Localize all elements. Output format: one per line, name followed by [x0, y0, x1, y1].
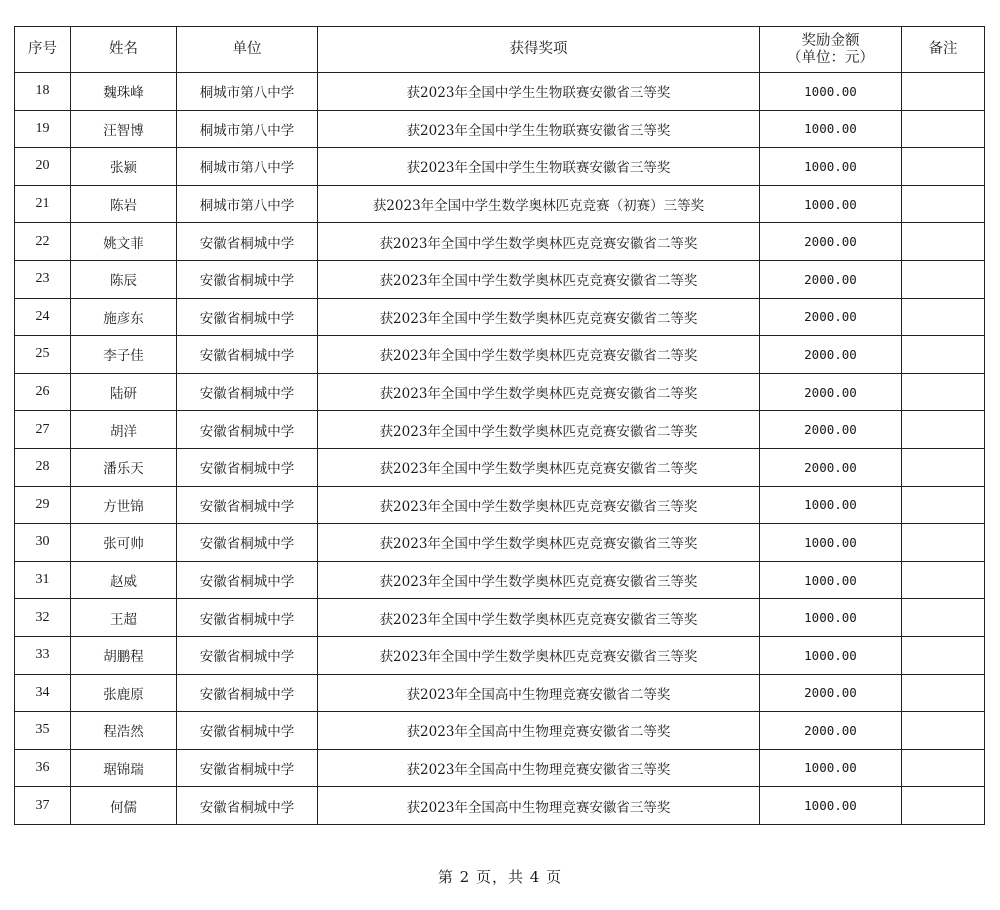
table-row	[15, 411, 985, 449]
cell-name: 魏珠峰	[71, 73, 177, 111]
cell-index: 29	[15, 486, 71, 524]
header-amount-line2: （单位：元）	[787, 49, 874, 66]
cell-name: 陆研	[71, 373, 177, 411]
cell-index: 32	[15, 599, 71, 637]
cell-name: 张可帅	[71, 524, 177, 562]
cell-name: 陈岩	[71, 185, 177, 223]
cell-amount: 2000.00	[760, 411, 902, 449]
cell-index: 22	[15, 223, 71, 261]
award-table	[14, 26, 985, 825]
cell-amount: 1000.00	[760, 599, 902, 637]
cell-award: 获2023年全国中学生数学奥林匹克竞赛安徽省二等奖	[318, 448, 760, 486]
table-row	[15, 298, 985, 336]
cell-amount: 2000.00	[760, 712, 902, 750]
cell-amount: 1000.00	[760, 524, 902, 562]
cell-remark	[902, 561, 985, 599]
table-row	[15, 73, 985, 111]
header-name: 姓名	[71, 27, 177, 73]
cell-index: 21	[15, 185, 71, 223]
cell-name: 赵威	[71, 561, 177, 599]
cell-index: 19	[15, 110, 71, 148]
cell-amount: 2000.00	[760, 223, 902, 261]
table-row	[15, 148, 985, 186]
cell-unit: 安徽省桐城中学	[177, 486, 318, 524]
header-amount	[760, 27, 902, 73]
cell-index: 37	[15, 787, 71, 825]
table-row	[15, 260, 985, 298]
cell-award: 获2023年全国中学生数学奥林匹克竞赛安徽省二等奖	[318, 336, 760, 374]
cell-index: 36	[15, 749, 71, 787]
table-row	[15, 787, 985, 825]
cell-name: 李子佳	[71, 336, 177, 374]
table-row	[15, 223, 985, 261]
table-row	[15, 185, 985, 223]
cell-unit: 安徽省桐城中学	[177, 636, 318, 674]
cell-unit: 桐城市第八中学	[177, 185, 318, 223]
cell-amount: 2000.00	[760, 373, 902, 411]
cell-remark	[902, 298, 985, 336]
cell-index: 25	[15, 336, 71, 374]
cell-amount: 2000.00	[760, 674, 902, 712]
table-row	[15, 448, 985, 486]
cell-award: 获2023年全国中学生数学奥林匹克竞赛安徽省二等奖	[318, 223, 760, 261]
cell-unit: 安徽省桐城中学	[177, 749, 318, 787]
cell-index: 30	[15, 524, 71, 562]
cell-amount: 1000.00	[760, 148, 902, 186]
cell-name: 施彦东	[71, 298, 177, 336]
table-row	[15, 110, 985, 148]
header-index: 序号	[15, 27, 71, 73]
table-row	[15, 674, 985, 712]
cell-name: 方世锦	[71, 486, 177, 524]
cell-index: 26	[15, 373, 71, 411]
cell-amount: 1000.00	[760, 561, 902, 599]
cell-index: 24	[15, 298, 71, 336]
cell-award: 获2023年全国中学生数学奥林匹克竞赛安徽省三等奖	[318, 524, 760, 562]
cell-amount: 2000.00	[760, 260, 902, 298]
cell-name: 潘乐天	[71, 448, 177, 486]
table-body	[15, 73, 985, 825]
header-remark: 备注	[902, 27, 985, 73]
page-number: 第 2 页，共 4 页	[437, 868, 563, 886]
cell-amount: 2000.00	[760, 448, 902, 486]
cell-name: 程浩然	[71, 712, 177, 750]
cell-unit: 安徽省桐城中学	[177, 373, 318, 411]
cell-remark	[902, 787, 985, 825]
cell-remark	[902, 448, 985, 486]
cell-unit: 桐城市第八中学	[177, 110, 318, 148]
cell-amount: 1000.00	[760, 73, 902, 111]
header-award: 获得奖项	[318, 27, 760, 73]
cell-award: 获2023年全国中学生数学奥林匹克竞赛安徽省二等奖	[318, 411, 760, 449]
cell-index: 18	[15, 73, 71, 111]
table-row	[15, 712, 985, 750]
cell-amount: 1000.00	[760, 486, 902, 524]
table-row	[15, 336, 985, 374]
header-unit: 单位	[177, 27, 318, 73]
cell-remark	[902, 636, 985, 674]
cell-unit: 安徽省桐城中学	[177, 599, 318, 637]
cell-award: 获2023年全国高中生物理竞赛安徽省三等奖	[318, 787, 760, 825]
cell-name: 琚锦瑞	[71, 749, 177, 787]
table-row	[15, 486, 985, 524]
cell-index: 23	[15, 260, 71, 298]
award-table-sheet	[14, 26, 984, 825]
cell-award: 获2023年全国中学生数学奥林匹克竞赛安徽省三等奖	[318, 561, 760, 599]
cell-remark	[902, 674, 985, 712]
cell-unit: 安徽省桐城中学	[177, 561, 318, 599]
cell-unit: 安徽省桐城中学	[177, 298, 318, 336]
cell-remark	[902, 486, 985, 524]
cell-remark	[902, 260, 985, 298]
cell-amount: 1000.00	[760, 636, 902, 674]
cell-unit: 安徽省桐城中学	[177, 411, 318, 449]
cell-award: 获2023年全国中学生生物联赛安徽省三等奖	[318, 110, 760, 148]
cell-award: 获2023年全国中学生数学奥林匹克竞赛安徽省二等奖	[318, 298, 760, 336]
cell-remark	[902, 599, 985, 637]
cell-award: 获2023年全国中学生数学奥林匹克竞赛安徽省三等奖	[318, 486, 760, 524]
cell-award: 获2023年全国高中生物理竞赛安徽省二等奖	[318, 712, 760, 750]
cell-index: 20	[15, 148, 71, 186]
cell-remark	[902, 524, 985, 562]
cell-remark	[902, 110, 985, 148]
cell-unit: 安徽省桐城中学	[177, 674, 318, 712]
cell-remark	[902, 336, 985, 374]
table-row	[15, 749, 985, 787]
cell-remark	[902, 73, 985, 111]
table-row	[15, 561, 985, 599]
cell-name: 姚文菲	[71, 223, 177, 261]
cell-index: 33	[15, 636, 71, 674]
cell-name: 何儒	[71, 787, 177, 825]
cell-award: 获2023年全国中学生数学奥林匹克竞赛（初赛）三等奖	[318, 185, 760, 223]
cell-name: 胡洋	[71, 411, 177, 449]
cell-unit: 安徽省桐城中学	[177, 787, 318, 825]
cell-unit: 安徽省桐城中学	[177, 712, 318, 750]
cell-name: 陈辰	[71, 260, 177, 298]
cell-remark	[902, 411, 985, 449]
cell-name: 汪智博	[71, 110, 177, 148]
table-row	[15, 636, 985, 674]
table-row	[15, 373, 985, 411]
cell-amount: 1000.00	[760, 787, 902, 825]
cell-amount: 2000.00	[760, 336, 902, 374]
cell-remark	[902, 373, 985, 411]
cell-remark	[902, 712, 985, 750]
cell-award: 获2023年全国中学生数学奥林匹克竞赛安徽省二等奖	[318, 260, 760, 298]
cell-award: 获2023年全国中学生数学奥林匹克竞赛安徽省三等奖	[318, 599, 760, 637]
cell-unit: 桐城市第八中学	[177, 148, 318, 186]
cell-remark	[902, 223, 985, 261]
cell-award: 获2023年全国高中生物理竞赛安徽省三等奖	[318, 749, 760, 787]
table-row	[15, 599, 985, 637]
cell-remark	[902, 148, 985, 186]
cell-unit: 安徽省桐城中学	[177, 524, 318, 562]
cell-index: 28	[15, 448, 71, 486]
cell-award: 获2023年全国中学生生物联赛安徽省三等奖	[318, 73, 760, 111]
cell-amount: 2000.00	[760, 298, 902, 336]
cell-award: 获2023年全国高中生物理竞赛安徽省二等奖	[318, 674, 760, 712]
cell-unit: 安徽省桐城中学	[177, 448, 318, 486]
table-row	[15, 524, 985, 562]
cell-remark	[902, 749, 985, 787]
cell-award: 获2023年全国中学生数学奥林匹克竞赛安徽省二等奖	[318, 373, 760, 411]
cell-index: 34	[15, 674, 71, 712]
cell-unit: 安徽省桐城中学	[177, 336, 318, 374]
cell-name: 胡鹏程	[71, 636, 177, 674]
cell-index: 27	[15, 411, 71, 449]
cell-unit: 安徽省桐城中学	[177, 260, 318, 298]
header-amount-line1: 奖励金额	[801, 32, 860, 49]
cell-amount: 1000.00	[760, 185, 902, 223]
cell-unit: 桐城市第八中学	[177, 73, 318, 111]
table-header-row	[15, 27, 985, 73]
cell-award: 获2023年全国中学生数学奥林匹克竞赛安徽省三等奖	[318, 636, 760, 674]
cell-name: 张鹿原	[71, 674, 177, 712]
cell-name: 张颍	[71, 148, 177, 186]
cell-amount: 1000.00	[760, 749, 902, 787]
cell-remark	[902, 185, 985, 223]
cell-award: 获2023年全国中学生生物联赛安徽省三等奖	[318, 148, 760, 186]
cell-index: 35	[15, 712, 71, 750]
cell-unit: 安徽省桐城中学	[177, 223, 318, 261]
cell-index: 31	[15, 561, 71, 599]
cell-name: 王超	[71, 599, 177, 637]
cell-amount: 1000.00	[760, 110, 902, 148]
